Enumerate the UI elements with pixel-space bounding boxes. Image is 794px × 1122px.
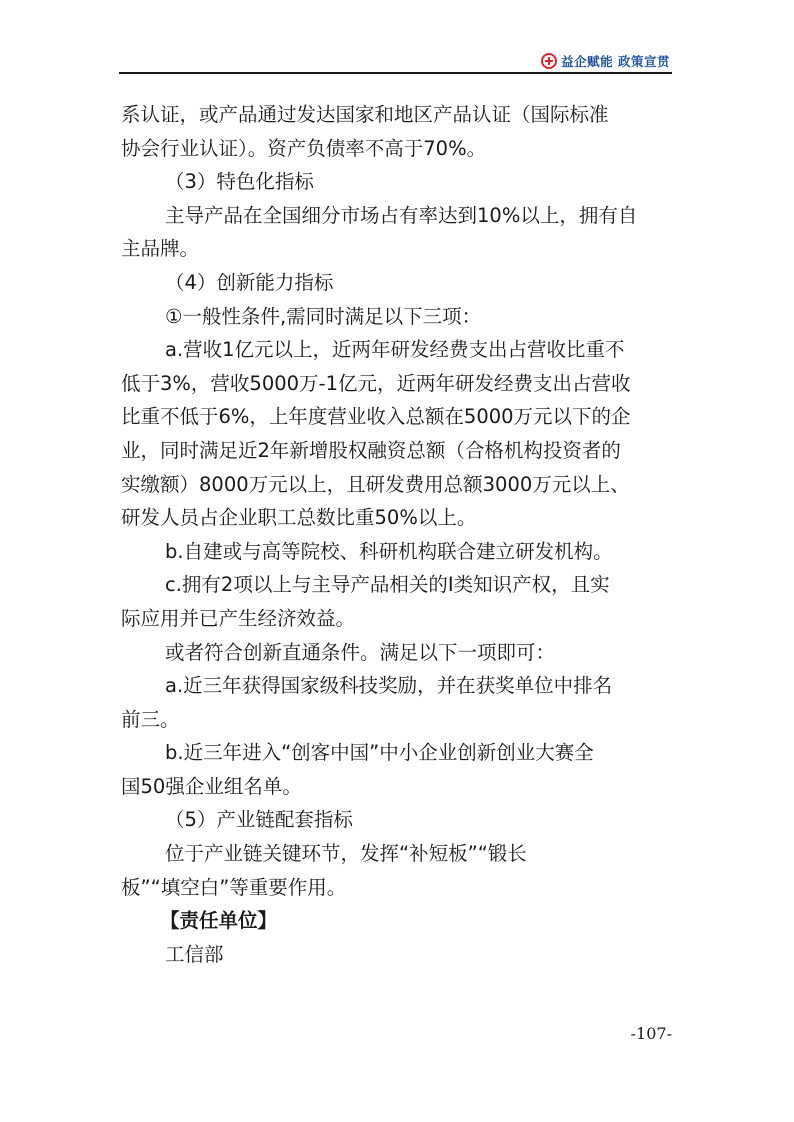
text-line: ①一般性条件,需同时满足以下三项： bbox=[165, 304, 482, 328]
text-line: a.近三年获得国家级科技奖励，并在获奖单位中排名 bbox=[165, 674, 613, 698]
section-heading: （5）产业链配套指标 bbox=[165, 808, 353, 832]
text-line: a.营收1亿元以上，近两年研发经费支出占营收比重不 bbox=[165, 338, 625, 362]
document-body bbox=[121, 98, 672, 971]
text-line: c.拥有2项以上与主导产品相关的Ⅰ类知识产权，且实 bbox=[165, 573, 610, 597]
text-line: 系认证，或产品通过发达国家和地区产品认证（国际标准 bbox=[121, 103, 609, 126]
header-brand bbox=[541, 51, 670, 71]
header-divider bbox=[119, 72, 672, 74]
text-line: 国50强企业组名单。 bbox=[121, 774, 302, 798]
text-line: 业，同时满足近2年新增股权融资总额（合格机构投资者的 bbox=[121, 438, 621, 462]
section-heading: （4）创新能力指标 bbox=[165, 270, 334, 294]
text-line: 主导产品在全国细分市场占有率达到10%以上，拥有自 bbox=[165, 203, 638, 227]
text-line: 前三。 bbox=[121, 707, 180, 731]
page-number: -107- bbox=[630, 1024, 672, 1043]
section-heading: （3）特色化指标 bbox=[165, 170, 314, 194]
text-line: 研发人员占企业职工总数比重50%以上。 bbox=[121, 506, 477, 530]
responsible-unit: 工信部 bbox=[165, 942, 224, 966]
text-line: 协会行业认证）。资产负债率不高于70%。 bbox=[121, 136, 487, 160]
text-line: 低于3%，营收5000万-1亿元，近两年研发经费支出占营收 bbox=[121, 371, 631, 395]
text-line: b.近三年进入“创客中国”中小企业创新创业大赛全 bbox=[165, 741, 594, 765]
text-line: 位于产业链关键环节，发挥“补短板”“锻长 bbox=[165, 842, 527, 866]
brand-text: 益企赋能 政策宣贯 bbox=[561, 54, 670, 69]
responsibility-heading: 【责任单位】 bbox=[160, 909, 278, 933]
text-line: 比重不低于6%，上年度营业收入总额在5000万元以下的企 bbox=[121, 405, 631, 429]
text-line: 板”“填空白”等重要作用。 bbox=[121, 875, 347, 899]
text-line: 实缴额）8000万元以上，且研发费用总额3000万元以上、 bbox=[121, 472, 630, 496]
text-line: 主品牌。 bbox=[121, 237, 200, 261]
text-line: b.自建或与高等院校、科研机构联合建立研发机构。 bbox=[165, 539, 613, 563]
logo-icon bbox=[541, 53, 557, 69]
text-line: 或者符合创新直通条件。满足以下一项即可： bbox=[165, 640, 556, 664]
text-line: 际应用并已产生经济效益。 bbox=[121, 606, 356, 630]
